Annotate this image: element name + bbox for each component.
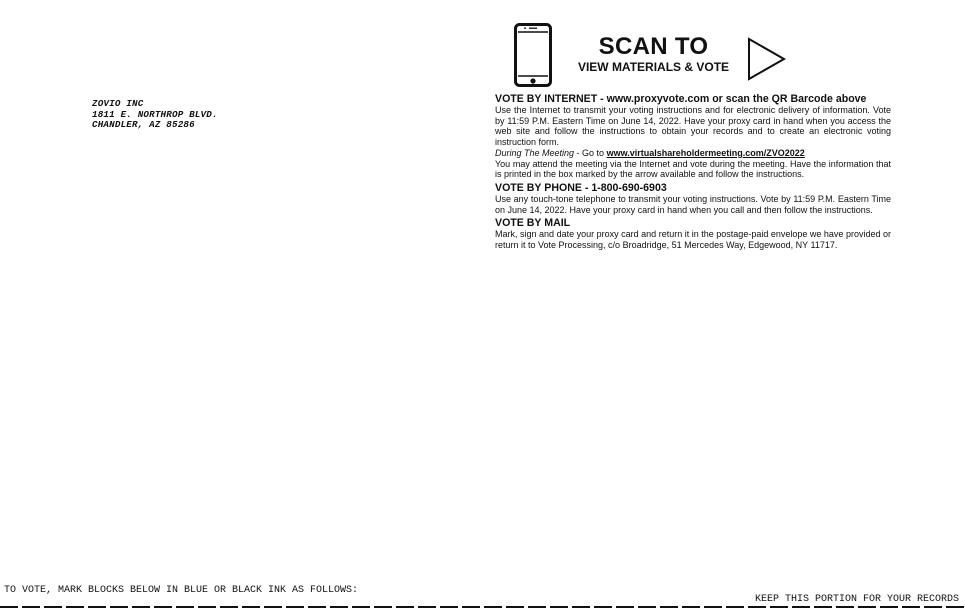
company-name: ZOVIO INC — [92, 98, 144, 109]
mail-heading: VOTE BY MAIL — [495, 217, 571, 230]
scan-to-header — [566, 34, 741, 74]
during-meeting-line — [495, 148, 891, 159]
voting-instructions — [495, 93, 891, 251]
phone-heading: VOTE BY PHONE - 1-800-690-6903 — [495, 181, 667, 194]
virtual-meeting-link[interactable]: www.virtualshareholdermeeting.com/ZVO2022 — [606, 147, 805, 158]
triangle-right-icon — [747, 37, 787, 81]
during-meeting-label: During The Meeting — [495, 147, 575, 158]
internet-body: Use the Internet to transmit your voting instructions and for electronic delivery of information. Vote by 11:59 P.M. Eastern Time on June 14, 2022. Have your proxy card in hand when you access the web site and follow the instructions to obtain your records and to create an electronic voting instruction form. — [495, 105, 891, 148]
smartphone-icon — [514, 23, 552, 87]
scan-title: SCAN TO — [598, 33, 709, 60]
phone-body: Use any touch-tone telephone to transmit your voting instructions. Vote by 11:59 P.M. Eastern Time on June 14, 2022. Have your proxy card in hand when you call and then follow the instructions. — [495, 193, 891, 215]
detach-dashed-line — [0, 606, 965, 608]
internet-heading: VOTE BY INTERNET - www.proxyvote.com or scan the QR Barcode above — [495, 93, 867, 105]
meeting-body: You may attend the meeting via the Internet and vote during the meeting. Have the information that is printed in the box marked by the arrow available and follow the instructions. — [495, 158, 891, 180]
during-meeting-goto: - Go to — [574, 147, 607, 158]
mailing-address — [92, 99, 218, 131]
mail-body: Mark, sign and date your proxy card and return it in the postage-paid envelope we have provided or return it to Vote Processing, c/o Broadridge, 51 Mercedes Way, Edgewood, NY 11717. — [495, 229, 891, 251]
marking-instructions: TO VOTE, MARK BLOCKS BELOW IN BLUE OR BLACK INK AS FOLLOWS: — [4, 585, 359, 596]
city-state-zip: CHANDLER, AZ 85286 — [92, 119, 195, 130]
keep-portion-label: KEEP THIS PORTION FOR YOUR RECORDS — [754, 594, 959, 605]
street-address: 1811 E. NORTHROP BLVD. — [92, 108, 218, 120]
scan-subtitle: VIEW MATERIALS & VOTE — [577, 60, 730, 74]
